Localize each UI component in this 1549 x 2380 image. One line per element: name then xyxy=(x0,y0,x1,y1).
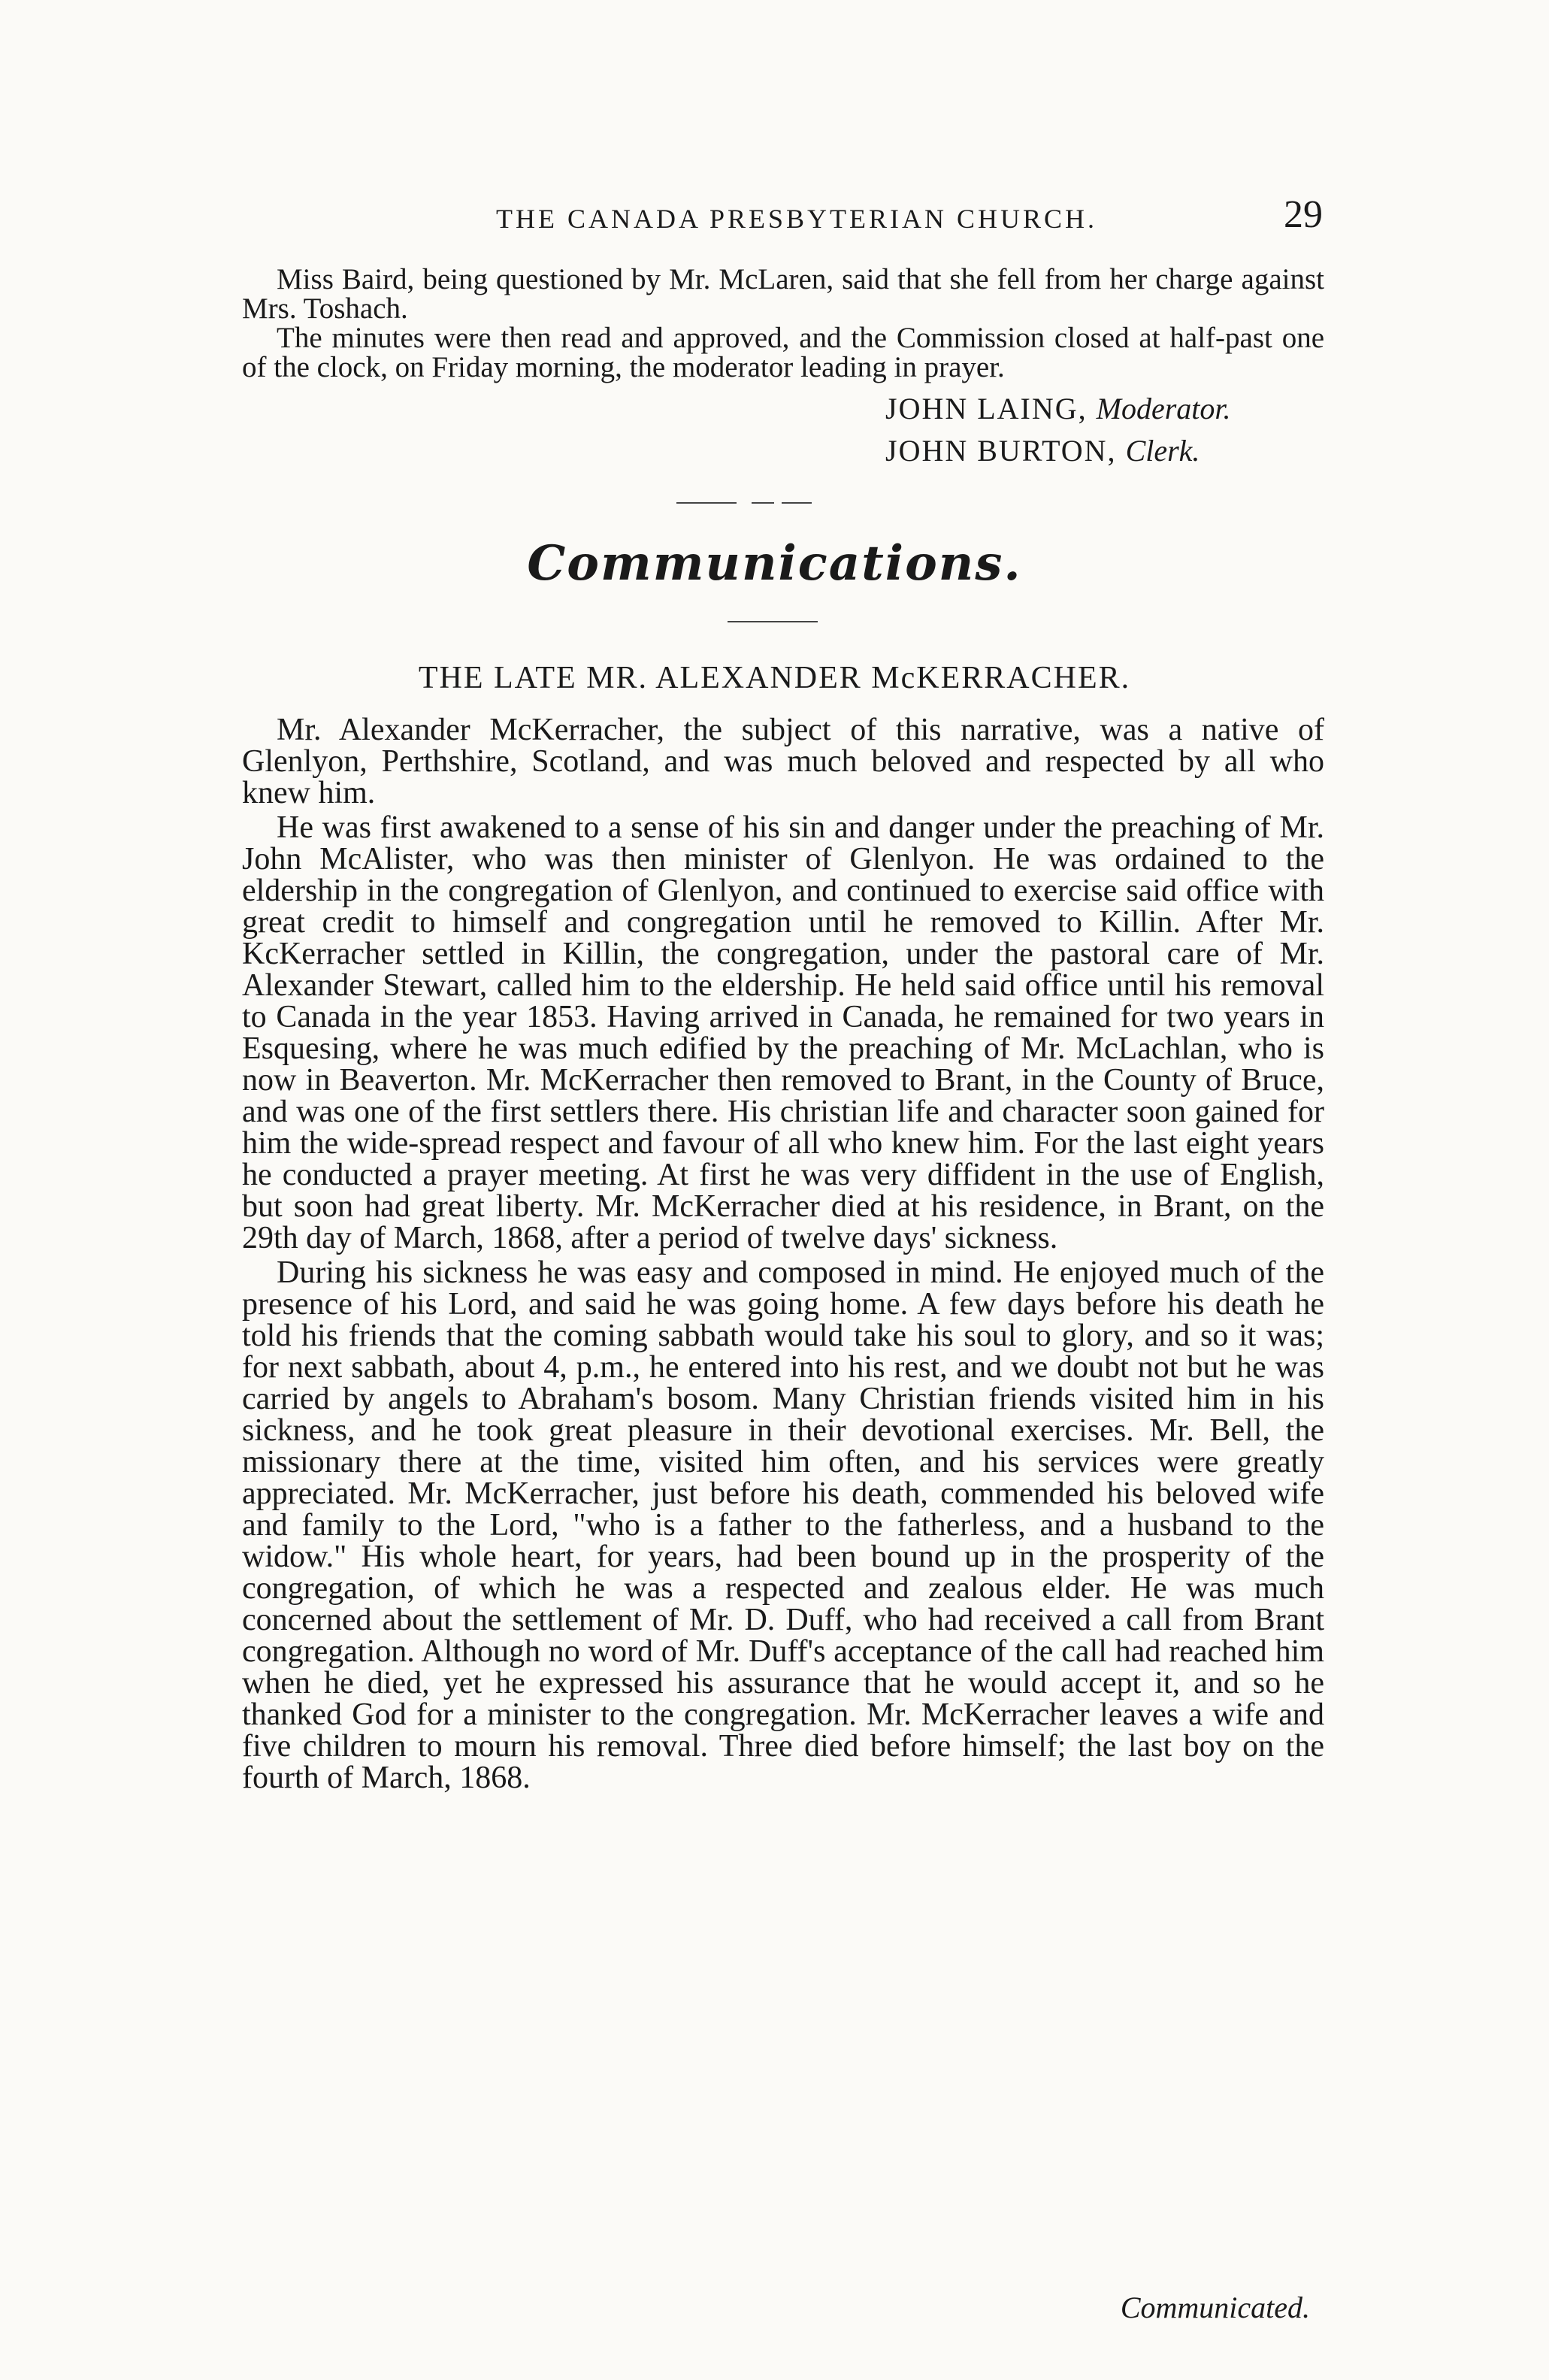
heading-rule xyxy=(728,621,818,622)
separator-dash xyxy=(676,502,737,504)
article-title: THE LATE MR. ALEXANDER McKERRACHER. xyxy=(418,661,1131,695)
signature-name: JOHN LAING, xyxy=(885,392,1088,425)
article-signoff: Communicated. xyxy=(1120,2291,1310,2324)
running-head xyxy=(241,193,1323,242)
signature-role: Clerk. xyxy=(1125,434,1200,468)
minutes-paragraph: The minutes were then read and approved, and the Commission closed at half-past one of the clock, on Friday morning, the moderator leading in prayer. xyxy=(242,322,1324,383)
signature-role: Moderator. xyxy=(1096,392,1231,425)
minutes-paragraph: Miss Baird, being questioned by Mr. McLaren, said that she fell from her charge against Mrs. Toshach. xyxy=(242,263,1324,325)
page-number: 29 xyxy=(1284,193,1323,236)
separator-dash xyxy=(752,502,774,504)
section-heading: Communications. xyxy=(527,535,1022,592)
separator-dash xyxy=(782,502,812,504)
signature-moderator xyxy=(885,391,1231,426)
signature-clerk xyxy=(885,433,1200,468)
article-body xyxy=(242,714,1324,1794)
article-paragraph: During his sickness he was easy and composed in mind. He enjoyed much of the presence of his Lord, and said he was going home. A few days before his death he told his friends that the coming sabbath would take his soul to glory, and so it was; for next sabbath, about 4, p.m., he entered into his rest, and we doubt not but he was carried by angels to Abraham's bosom. Many Christian friends visited him in his sickness, and he took great pleasure in their devotional exercises. Mr. Bell, the missionary there at the time, visited him often, and his services were greatly appreciated. Mr. McKerracher, just before his death, commended his beloved wife and family to the Lord, "who is a father to the fatherless, and a husband to the widow." His whole heart, for years, had been bound up in the prosperity of the congregation, of which he was a respected and zealous elder. He was much concerned about the settlement of Mr. D. Duff, who had received a call from Brant congregation. Although no word of Mr. Duff's acceptance of the call had reached him when he died, yet he expressed his assurance that he would accept it, and so he thanked God for a minister to the congregation. Mr. McKerracher leaves a wife and five children to mourn his removal. Three died before himself; the last boy on the fourth of March, 1868. xyxy=(242,1255,1324,1795)
signature-name: JOHN BURTON, xyxy=(885,434,1117,468)
running-title: THE CANADA PRESBYTERIAN CHURCH. xyxy=(496,204,1098,234)
article-paragraph: He was first awakened to a sense of his sin and danger under the preaching of Mr. John McAlister, who was then minister of Glenlyon. He was ordained to the eldership in the congregation of Glenlyon, and continued to exercise said office with great credit to himself and congregation until he removed to Killin. After Mr. KcKerracher settled in Killin, the congregation, under the pastoral care of Mr. Alexander Stewart, called him to the eldership. He held said office until his removal to Canada in the year 1853. Having arrived in Canada, he remained for two years in Esquesing, where he was much edified by the preaching of Mr. McLachlan, who is now in Beaverton. Mr. McKerracher then removed to Brant, in the County of Bruce, and was one of the first settlers there. His christian life and character soon gained for him the wide-spread respect and favour of all who knew him. For the last eight years he conducted a prayer meeting. At first he was very diffident in the use of English, but soon had great liberty. Mr. McKerracher died at his residence, in Brant, on the 29th day of March, 1868, after a period of twelve days' sickness. xyxy=(242,810,1324,1255)
minutes-text xyxy=(242,265,1324,382)
article-paragraph: Mr. Alexander McKerracher, the subject of this narrative, was a native of Glenlyon, Perthshire, Scotland, and was much beloved and respected by all who knew him. xyxy=(242,713,1324,810)
